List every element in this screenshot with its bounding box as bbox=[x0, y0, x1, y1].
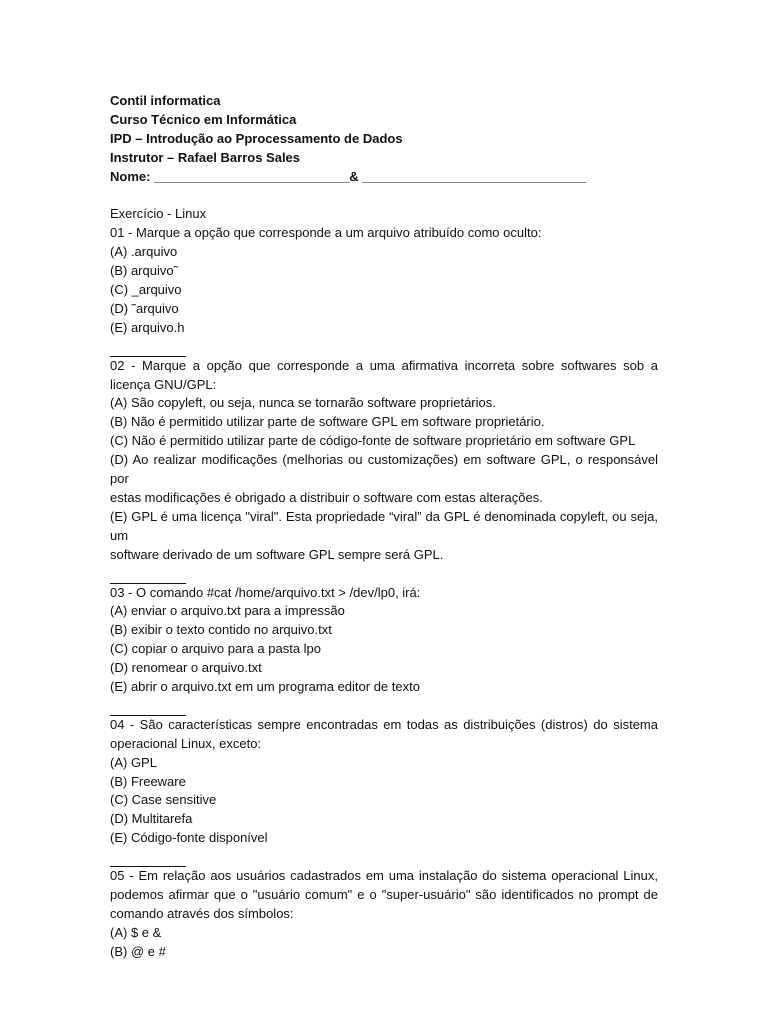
option-c: (C) Não é permitido utilizar parte de código-fonte de software proprietário em software GPL bbox=[110, 433, 636, 449]
answer-line bbox=[110, 338, 186, 357]
student-name-line: Nome: ___________________________& _______________________________ bbox=[110, 168, 587, 184]
option-a: (A) São copyleft, ou seja, nunca se tornarão software proprietários. bbox=[110, 395, 496, 411]
option-e: (E) Código-fonte disponível bbox=[110, 830, 268, 846]
course-name: Curso Técnico em Informática bbox=[110, 111, 297, 127]
question-stem: 01 - Marque a opção que corresponde a um arquivo atribuído como oculto: bbox=[110, 225, 542, 241]
option-b: (B) arquivo˜ bbox=[110, 263, 178, 279]
option-d-continued: estas modificações é obrigado a distribuir o software com estas alterações. bbox=[110, 490, 543, 505]
document-header bbox=[110, 92, 658, 187]
exercise-title: Exercício - Linux bbox=[110, 206, 207, 222]
option-e-continued: software derivado de um software GPL sempre será GPL. bbox=[110, 546, 444, 562]
option-a: (A) enviar o arquivo.txt para a impressão bbox=[110, 603, 345, 619]
option-e: (E) abrir o arquivo.txt em um programa editor de texto bbox=[110, 679, 420, 695]
option-b: (B) Freeware bbox=[110, 773, 186, 789]
option-d: (D) renomear o arquivo.txt bbox=[110, 660, 262, 676]
instructor-name: Instrutor – Rafael Barros Sales bbox=[110, 149, 301, 165]
question-stem: 05 - Em relação aos usuários cadastrados em uma instalação do sistema operacional Linux, podemos afirmar que o "usuário comum" e o "super-usuário" são identificados no prompt de comando através dos símbolos: bbox=[110, 868, 658, 921]
question-04 bbox=[110, 716, 658, 848]
option-c: (C) copiar o arquivo para a pasta lpo bbox=[110, 641, 322, 657]
option-e: (E) GPL é uma licença "viral". Esta propriedade “viral” da GPL é denominada copyleft, ou seja, um bbox=[110, 508, 662, 543]
option-e: (E) arquivo.h bbox=[110, 319, 185, 335]
question-05 bbox=[110, 867, 658, 962]
option-b: (B) exibir o texto contido no arquivo.txt bbox=[110, 622, 332, 638]
school-name: Contil informatica bbox=[110, 93, 221, 108]
answer-line bbox=[110, 697, 186, 716]
question-02 bbox=[110, 357, 662, 565]
option-a: (A) $ e & bbox=[110, 924, 162, 940]
question-stem: 02 - Marque a opção que corresponde a uma afirmativa incorreta sobre softwares sob a licença GNU/GPL: bbox=[110, 357, 658, 392]
option-b: (B) @ e # bbox=[110, 943, 166, 959]
question-stem: 04 - São características sempre encontradas em todas as distribuições (distros) do sistema operacional Linux, exceto: bbox=[110, 716, 658, 751]
option-a: (A) .arquivo bbox=[110, 244, 178, 260]
option-d: (D) Ao realizar modificações (melhorias ou customizações) em software GPL, o responsável por bbox=[110, 452, 662, 487]
subject-name: IPD – Introdução ao Pprocessamento de Dados bbox=[110, 130, 403, 146]
answer-line bbox=[110, 565, 186, 584]
question-03 bbox=[110, 584, 658, 697]
option-d: (D) ˜arquivo bbox=[110, 300, 179, 316]
option-a: (A) GPL bbox=[110, 754, 157, 770]
option-d: (D) Multitarefa bbox=[110, 811, 193, 827]
option-c: (C) _arquivo bbox=[110, 282, 182, 298]
question-stem: 03 - O comando #cat /home/arquivo.txt > /dev/lp0, irá: bbox=[110, 584, 421, 600]
option-b: (B) Não é permitido utilizar parte de software GPL em software proprietário. bbox=[110, 414, 545, 430]
question-01 bbox=[110, 224, 658, 337]
option-c: (C) Case sensitive bbox=[110, 792, 217, 808]
answer-line bbox=[110, 848, 186, 867]
